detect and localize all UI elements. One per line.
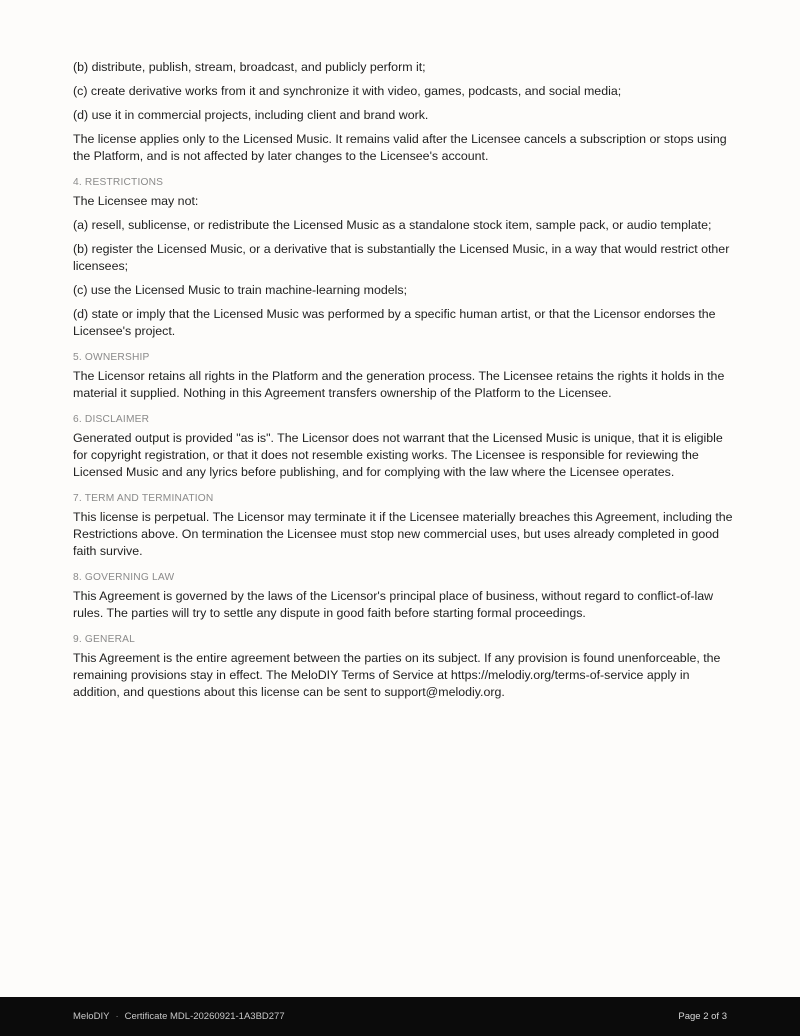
restriction-item-b: (b) register the Licensed Music, or a derivative that is substantially the Licensed Music, in a way that would restrict other licensees; — [73, 242, 730, 273]
section-heading-disclaimer: 6. DISCLAIMER — [73, 414, 150, 425]
general-paragraph: This Agreement is the entire agreement between the parties on its subject. If any provision is found unenforceable, the remaining provisions stay in effect. The MeloDIY Terms of Service at https://melodiy.org/terms-of-service apply in addition, and questions about this license can be sent to support@melodiy.org. — [73, 651, 721, 699]
license-item-d: (d) use it in commercial projects, including client and brand work. — [73, 108, 429, 122]
footer-separator: · — [115, 1011, 119, 1022]
footer-certificate-id: Certificate MDL-20260921-1A3BD277 — [124, 1011, 285, 1022]
restrictions-intro: The Licensee may not: — [73, 194, 199, 208]
ownership-paragraph: The Licensor retains all rights in the Platform and the generation process. The Licensee retains the rights it holds in the material it supplied. Nothing in this Agreement transfers ownership of the Platform to the Licensee. — [73, 369, 725, 400]
term-paragraph: This license is perpetual. The Licensor may terminate it if the Licensee materially breaches this Agreement, including the Restrictions above. On termination the Licensee must stop new commercial uses, but uses already completed in good faith survive. — [73, 510, 733, 558]
section-heading-general: 9. GENERAL — [73, 634, 136, 645]
footer-brand: MeloDIY — [73, 1011, 110, 1022]
footer-left — [73, 1011, 285, 1022]
section-heading-ownership: 5. OWNERSHIP — [73, 352, 150, 363]
restriction-item-a: (a) resell, sublicense, or redistribute the Licensed Music as a standalone stock item, sample pack, or audio template; — [73, 218, 712, 232]
section-heading-term: 7. TERM AND TERMINATION — [73, 493, 214, 504]
page-footer — [0, 997, 800, 1036]
restriction-item-d: (d) state or imply that the Licensed Music was performed by a specific human artist, or that the Licensor endorses the Licensee's project. — [73, 307, 716, 338]
footer-page-number: Page 2 of 3 — [678, 1011, 727, 1022]
license-item-b: (b) distribute, publish, stream, broadcast, and publicly perform it; — [73, 60, 426, 74]
governing-law-paragraph: This Agreement is governed by the laws of the Licensor's principal place of business, without regard to conflict-of-law rules. The parties will try to settle any dispute in good faith before starting formal proceedings. — [73, 589, 714, 620]
section-heading-restrictions: 4. RESTRICTIONS — [73, 177, 164, 188]
restriction-item-c: (c) use the Licensed Music to train machine-learning models; — [73, 283, 408, 297]
disclaimer-paragraph: Generated output is provided "as is". The Licensor does not warrant that the Licensed Music is unique, that it is eligible for copyright registration, or that it does not resemble existing works. The Licensee is responsible for reviewing the Licensed Music and any lyrics before publishing, and for complying with the law where the Licensee operates. — [73, 431, 723, 479]
license-closing-paragraph: The license applies only to the Licensed Music. It remains valid after the Licensee cancels a subscription or stops using the Platform, and is not affected by later changes to the Licensee's account. — [73, 132, 727, 163]
license-item-c: (c) create derivative works from it and synchronize it with video, games, podcasts, and social media; — [73, 84, 622, 98]
section-heading-governing-law: 8. GOVERNING LAW — [73, 572, 175, 583]
document-body — [73, 59, 733, 708]
